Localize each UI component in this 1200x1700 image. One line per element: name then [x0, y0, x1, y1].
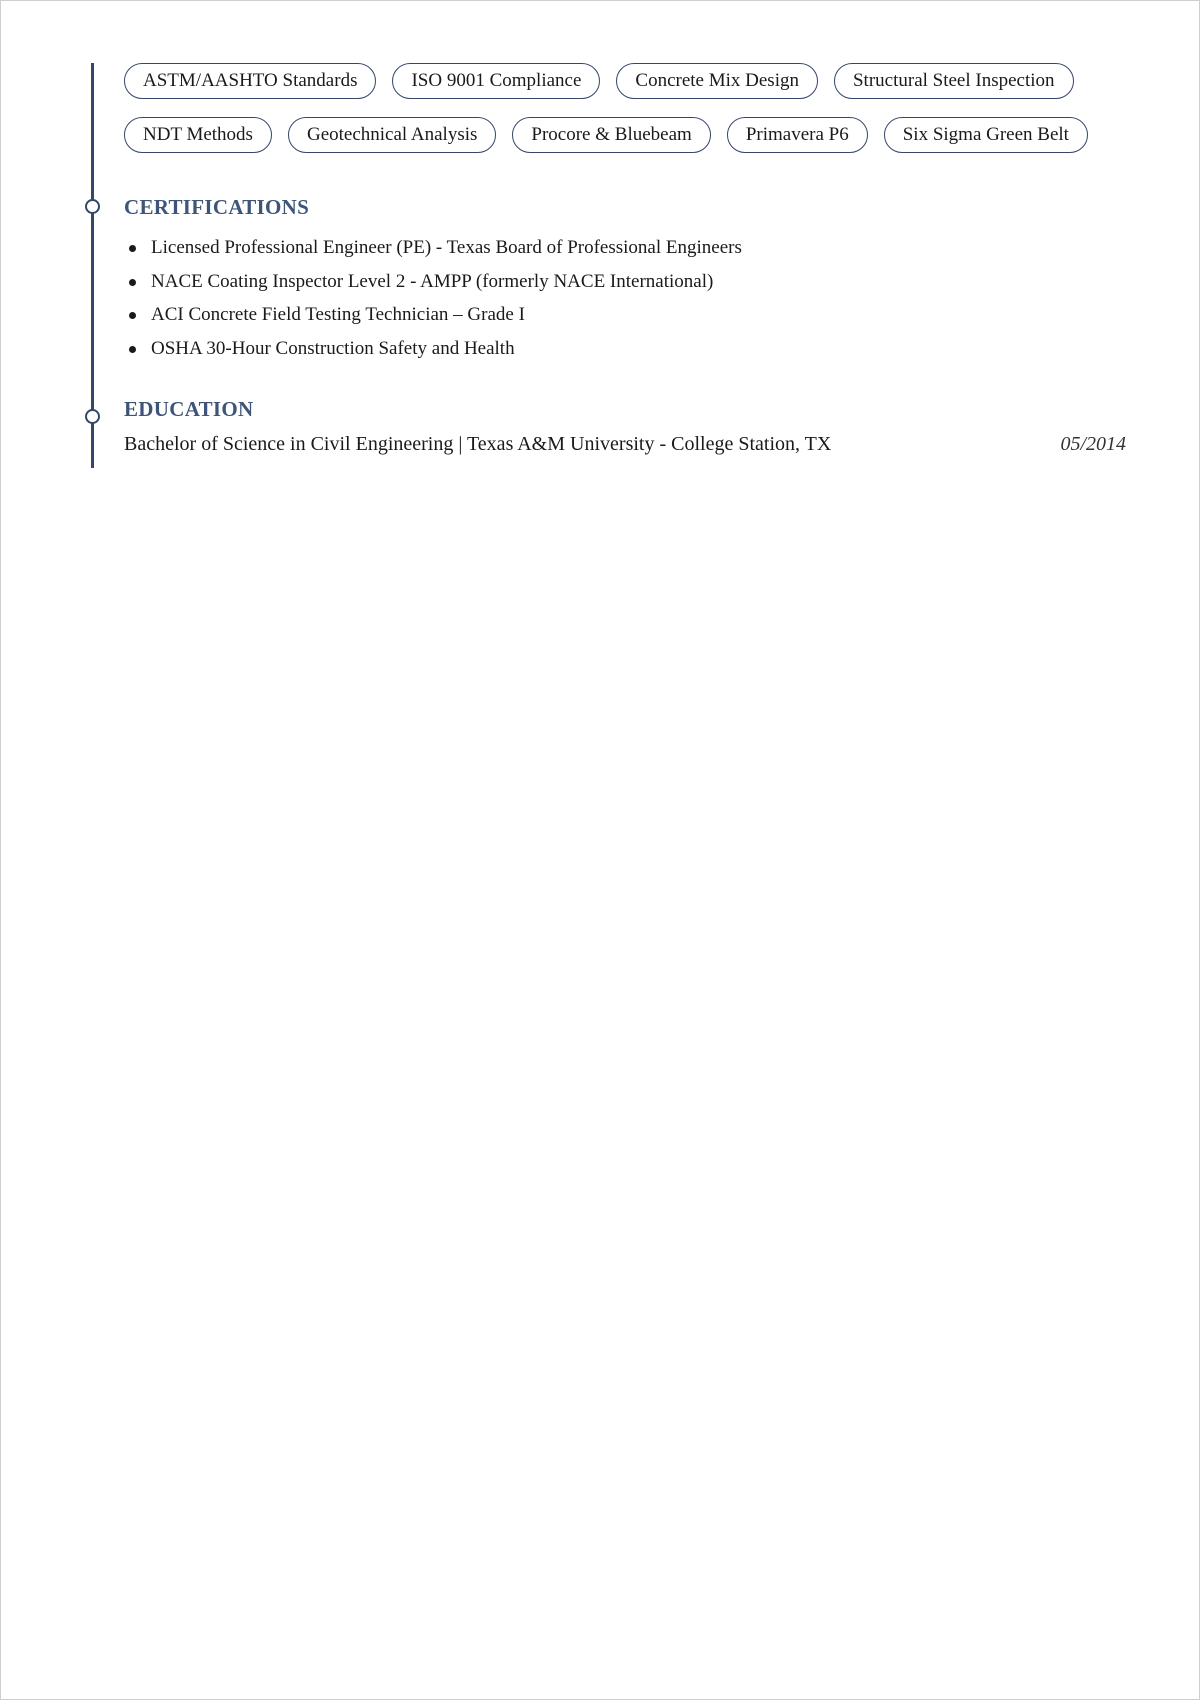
skills-tags [124, 63, 1126, 153]
skill-tag: Concrete Mix Design [616, 63, 818, 99]
skill-tag: Procore & Bluebeam [512, 117, 710, 153]
education-heading: EDUCATION [124, 397, 254, 421]
skill-tag: ASTM/AASHTO Standards [124, 63, 376, 99]
certification-item: OSHA 30-Hour Construction Safety and Health [124, 332, 1126, 366]
skill-tag: Six Sigma Green Belt [884, 117, 1088, 153]
skill-tag: ISO 9001 Compliance [392, 63, 600, 99]
certification-item: NACE Coating Inspector Level 2 - AMPP (formerly NACE International) [124, 265, 1126, 299]
education-degree: Bachelor of Science in Civil Engineering | Texas A&M University - College Station, TX [124, 433, 832, 455]
education-date: 05/2014 [1060, 433, 1126, 455]
certifications-heading: CERTIFICATIONS [124, 195, 310, 219]
certification-item: Licensed Professional Engineer (PE) - Texas Board of Professional Engineers [124, 231, 1126, 265]
resume-content [124, 63, 1126, 456]
education-timeline-node [85, 409, 100, 424]
education-entry [124, 433, 1126, 456]
skill-tag: Geotechnical Analysis [288, 117, 496, 153]
skill-tag: Structural Steel Inspection [834, 63, 1074, 99]
certifications-list [124, 231, 1126, 365]
skill-tag: NDT Methods [124, 117, 272, 153]
skill-tag: Primavera P6 [727, 117, 868, 153]
timeline-line [91, 63, 94, 468]
certifications-timeline-node [85, 199, 100, 214]
certification-item: ACI Concrete Field Testing Technician – Grade I [124, 298, 1126, 332]
